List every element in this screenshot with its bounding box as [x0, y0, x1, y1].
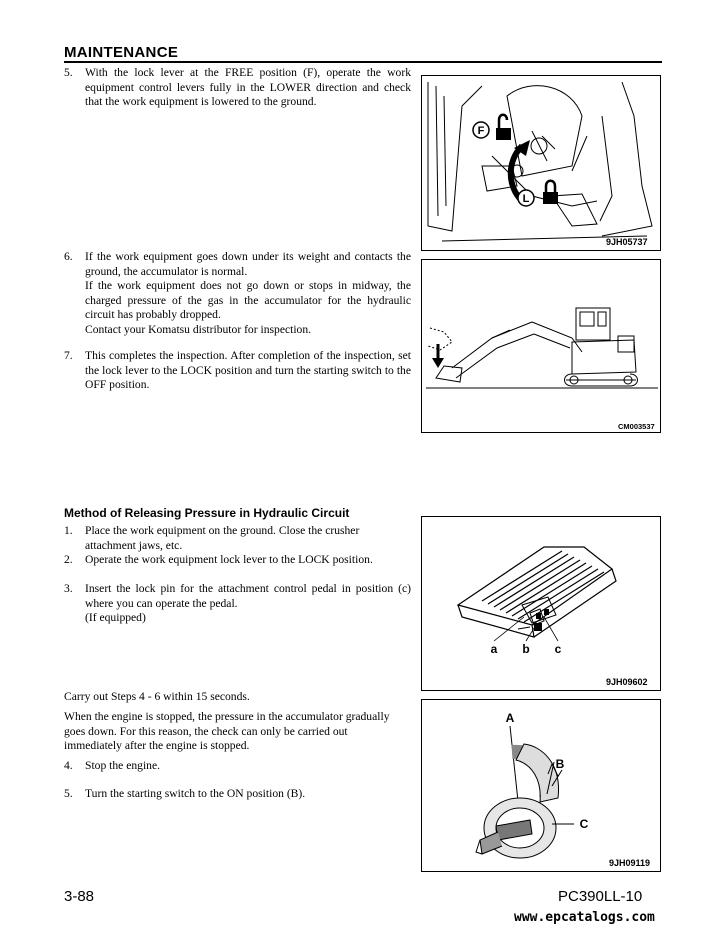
step-number: 5. [64, 787, 73, 800]
label-c: C [579, 817, 589, 831]
excavator-illustration [422, 260, 662, 434]
step-text: Place the work equipment on the ground. Close the crusher attachment jaws, etc. [85, 524, 360, 552]
step-text: (If equipped) [85, 611, 146, 624]
engine-note: When the engine is stopped, the pressure in the accumulator gradually goes down. For this reason, the check can only be carried out immediately after the engine is stopped. [64, 710, 390, 752]
figure-code: CM003537 [618, 422, 655, 431]
release-step-1 [64, 524, 404, 554]
figure-code: 9JH09602 [606, 677, 648, 687]
figure-attachment-pedal [421, 516, 661, 691]
release-step-3 [64, 582, 411, 628]
label-b: B [555, 757, 565, 771]
step-text: If the work equipment goes down under its weight and contacts the ground, the accumulator is normal. [85, 250, 411, 278]
figure-machine-lowering [421, 259, 661, 433]
label-c: c [554, 642, 562, 656]
step-7-inspection [64, 349, 411, 393]
step-number: 5. [64, 66, 73, 79]
label-b: b [522, 642, 530, 656]
section-title: Method of Releasing Pressure in Hydraulic Circuit [64, 506, 350, 520]
step-number: 6. [64, 250, 73, 263]
step-number: 2. [64, 553, 73, 566]
figure-starting-switch [421, 699, 661, 872]
unlock-padlock-icon [496, 128, 511, 140]
figure-code: 9JH09119 [609, 858, 651, 868]
step-number: 1. [64, 524, 73, 537]
pedal-illustration [422, 517, 662, 692]
step-text: Insert the lock pin for the attachment control pedal in position (c) where you can operate the pedal. [85, 582, 411, 610]
release-step-4 [64, 759, 404, 775]
svg-text:F: F [477, 125, 485, 137]
step-text: Contact your Komatsu distributor for inspection. [85, 322, 312, 336]
step-number: 3. [64, 582, 73, 595]
step-text: If the work equipment does not go down or stops in midway, the charged pressure of the gas in the accumulator for the hydraulic circuit has probably dropped. [85, 279, 411, 321]
label-a: A [505, 711, 515, 725]
section-header: MAINTENANCE [64, 44, 179, 61]
step-6-inspection [64, 250, 411, 340]
step-text: With the lock lever at the FREE position (F), operate the work equipment control levers fully in the LOWER direction and check that the work equipment is lowered to the ground. [85, 66, 411, 108]
step-number: 7. [64, 349, 73, 362]
watermark-url[interactable]: www.epcatalogs.com [514, 910, 655, 925]
starting-switch-illustration [422, 700, 662, 873]
step-text: Stop the engine. [85, 759, 161, 772]
release-step-2 [64, 553, 404, 569]
release-step-5 [64, 787, 404, 803]
timing-note: Carry out Steps 4 - 6 within 15 seconds. [64, 690, 250, 703]
step-text: Operate the work equipment lock lever to the LOCK position. [85, 553, 373, 566]
svg-text:L: L [522, 193, 530, 205]
step-text: Turn the starting switch to the ON position (B). [85, 787, 306, 800]
lock-lever-illustration [422, 76, 662, 252]
figure-code: 9JH05737 [606, 237, 648, 247]
model-number: PC390LL-10 [558, 888, 643, 905]
label-a: a [490, 642, 498, 656]
lock-padlock-icon [543, 192, 558, 204]
pedal-treads [482, 551, 604, 622]
page-number: 3-88 [64, 888, 95, 905]
header-rule [64, 61, 662, 63]
step-number: 4. [64, 759, 73, 772]
figure-lock-lever [421, 75, 661, 251]
step-text: This completes the inspection. After completion of the inspection, set the lock lever to the LOCK position and turn the starting switch to the OFF position. [85, 349, 411, 391]
step-5-inspection [64, 66, 411, 110]
